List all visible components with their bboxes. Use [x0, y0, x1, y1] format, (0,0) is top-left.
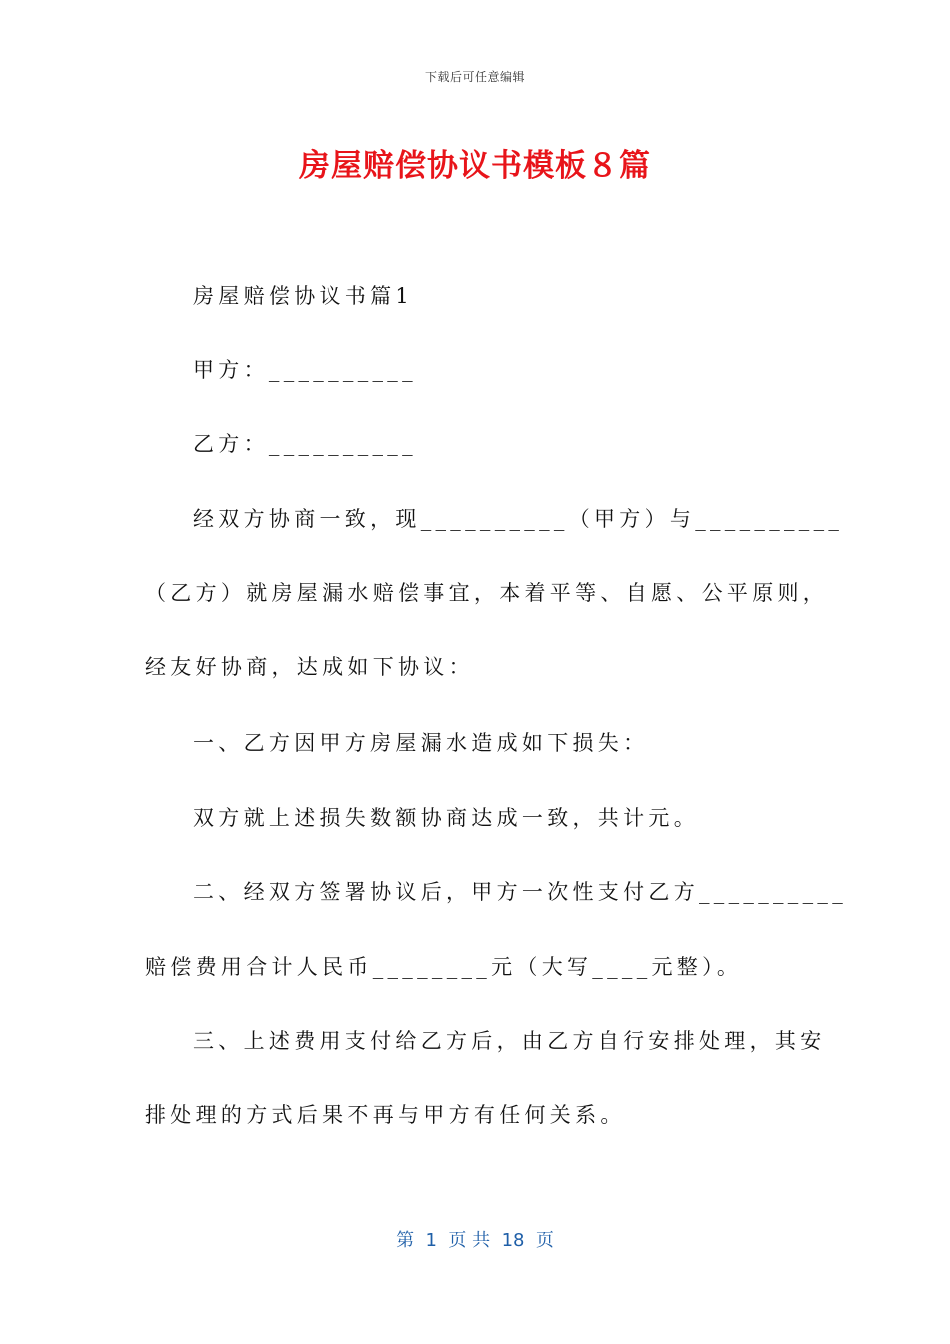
clause-two-line-1: 二、经双方签署协议后，甲方一次性支付乙方__________ — [193, 880, 847, 904]
section-heading: 房屋赔偿协议书篇1 — [193, 284, 414, 308]
party-a-line: 甲方：__________ — [193, 358, 417, 382]
clause-three-line-2: 排处理的方式后果不再与甲方有任何关系。 — [145, 1103, 626, 1127]
header-note: 下载后可任意编辑 — [424, 70, 525, 84]
clause-one: 一、乙方因甲方房屋漏水造成如下损失： — [193, 731, 649, 755]
paragraph-intro-line-1: 经双方协商一致，现__________（甲方）与__________ — [193, 507, 844, 531]
clause-one-detail: 双方就上述损失数额协商达成一致，共计元。 — [193, 806, 699, 830]
clause-three-line-1: 三、上述费用支付给乙方后，由乙方自行安排处理，其安 — [193, 1029, 826, 1053]
paragraph-intro-line-2: （乙方）就房屋漏水赔偿事宜，本着平等、自愿、公平原则， — [145, 581, 829, 605]
page-footer: 第 1 页 共 18 页 — [396, 1230, 554, 1251]
paragraph-intro-line-3: 经友好协商，达成如下协议： — [145, 655, 474, 679]
document-title: 房屋赔偿协议书模板８篇 — [299, 148, 651, 184]
party-b-line: 乙方：__________ — [193, 432, 417, 456]
clause-two-line-2: 赔偿费用合计人民币________元（大写____元整）。 — [145, 955, 743, 979]
